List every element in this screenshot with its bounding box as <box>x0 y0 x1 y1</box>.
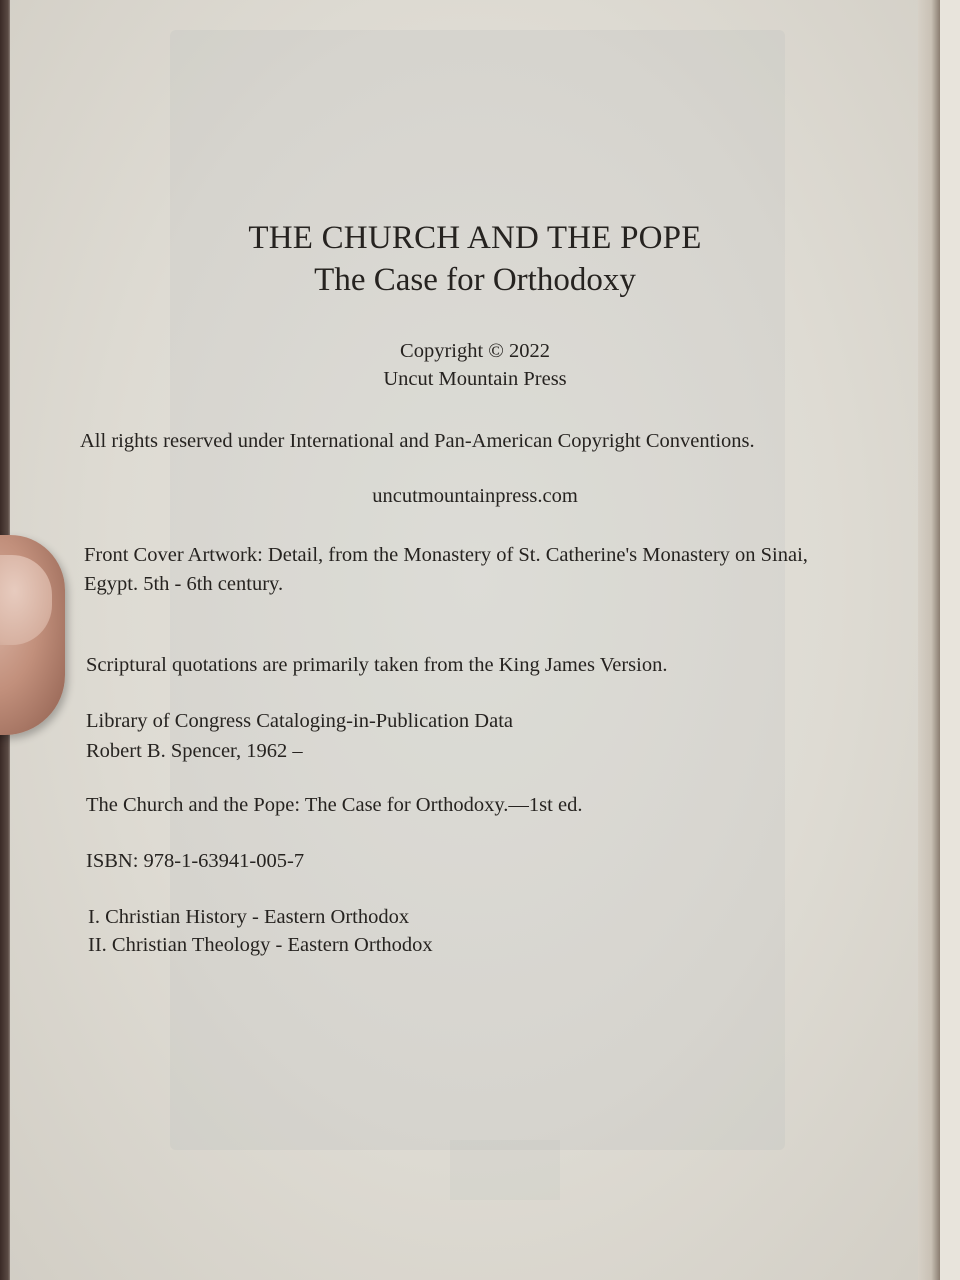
page-stack-edge <box>918 0 940 1280</box>
book-title: THE CHURCH AND THE POPE <box>248 220 702 256</box>
publisher-website: uncutmountainpress.com <box>372 485 578 507</box>
subject-item-2: II. Christian Theology - Eastern Orthodox <box>88 934 433 956</box>
isbn-line: ISBN: 978-1-63941-005-7 <box>86 850 305 872</box>
book-subtitle: The Case for Orthodoxy <box>314 262 636 298</box>
cover-artwork-line-1: Front Cover Artwork: Detail, from the Monastery of St. Catherine's Monastery on Sinai, <box>84 544 808 566</box>
publisher-name: Uncut Mountain Press <box>383 368 567 390</box>
bleed-through-footer <box>450 1140 560 1200</box>
book-page <box>10 0 940 1280</box>
cataloging-author: Robert B. Spencer, 1962 – <box>86 740 303 762</box>
subject-item-1: I. Christian History - Eastern Orthodox <box>88 906 410 928</box>
cover-artwork-line-2: Egypt. 5th - 6th century. <box>84 573 284 595</box>
cataloging-heading: Library of Congress Cataloging-in-Publication Data <box>86 710 513 732</box>
copyright-line: Copyright © 2022 <box>400 340 550 362</box>
scripture-note: Scriptural quotations are primarily taken from the King James Version. <box>86 654 668 676</box>
rights-statement: All rights reserved under International and Pan-American Copyright Conventions. <box>80 430 755 452</box>
edition-line: The Church and the Pope: The Case for Orthodoxy.—1st ed. <box>86 794 583 816</box>
